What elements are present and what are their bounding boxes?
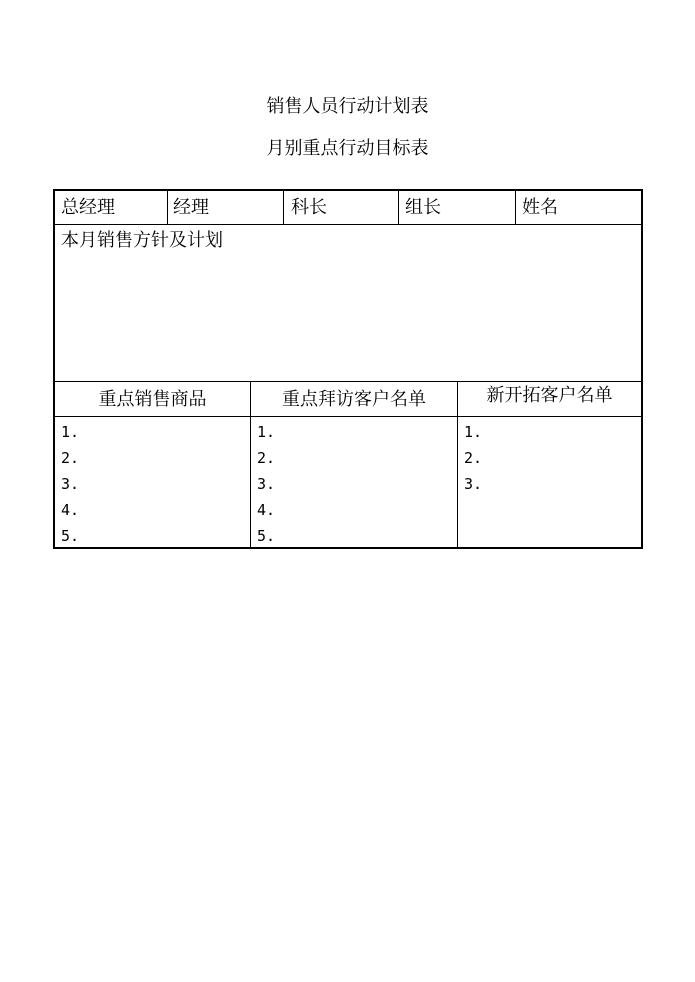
signature-general-manager: 总经理	[61, 197, 115, 218]
list-item: 1.	[257, 423, 276, 441]
list-item: 2.	[61, 449, 80, 467]
list-header-key-clients: 重点拜访客户名单	[282, 389, 426, 410]
document-title: 销售人员行动计划表	[266, 96, 429, 117]
col-divider-signature-3	[398, 191, 399, 224]
col-divider-signature-2	[283, 191, 284, 224]
list-item: 2.	[464, 449, 483, 467]
list-header-new-clients: 新开拓客户名单	[486, 385, 613, 406]
list-item: 2.	[257, 449, 276, 467]
policy-label: 本月销售方针及计划	[61, 230, 223, 251]
list-item: 1.	[464, 423, 483, 441]
row-divider-policy	[55, 381, 641, 382]
col-divider-signature-1	[167, 191, 168, 224]
signature-name: 姓名	[522, 197, 558, 218]
list-header-key-products: 重点销售商品	[98, 389, 207, 410]
row-divider-signature	[55, 224, 641, 225]
list-new-clients	[464, 419, 482, 497]
list-key-products	[61, 419, 79, 549]
list-item: 3.	[61, 475, 80, 493]
list-key-clients	[257, 419, 275, 549]
signature-team-leader: 组长	[405, 197, 441, 218]
col-divider-signature-4	[515, 191, 516, 224]
list-item: 4.	[257, 501, 276, 519]
document-subtitle: 月别重点行动目标表	[266, 138, 429, 159]
list-item: 4.	[61, 501, 80, 519]
action-plan-form	[53, 189, 643, 549]
list-item: 5.	[257, 527, 276, 545]
list-item: 3.	[464, 475, 483, 493]
signature-manager: 经理	[173, 197, 209, 218]
row-divider-list-headers	[55, 416, 641, 417]
list-item: 5.	[61, 527, 80, 545]
signature-section-chief: 科长	[291, 197, 327, 218]
list-item: 1.	[61, 423, 80, 441]
list-item: 3.	[257, 475, 276, 493]
